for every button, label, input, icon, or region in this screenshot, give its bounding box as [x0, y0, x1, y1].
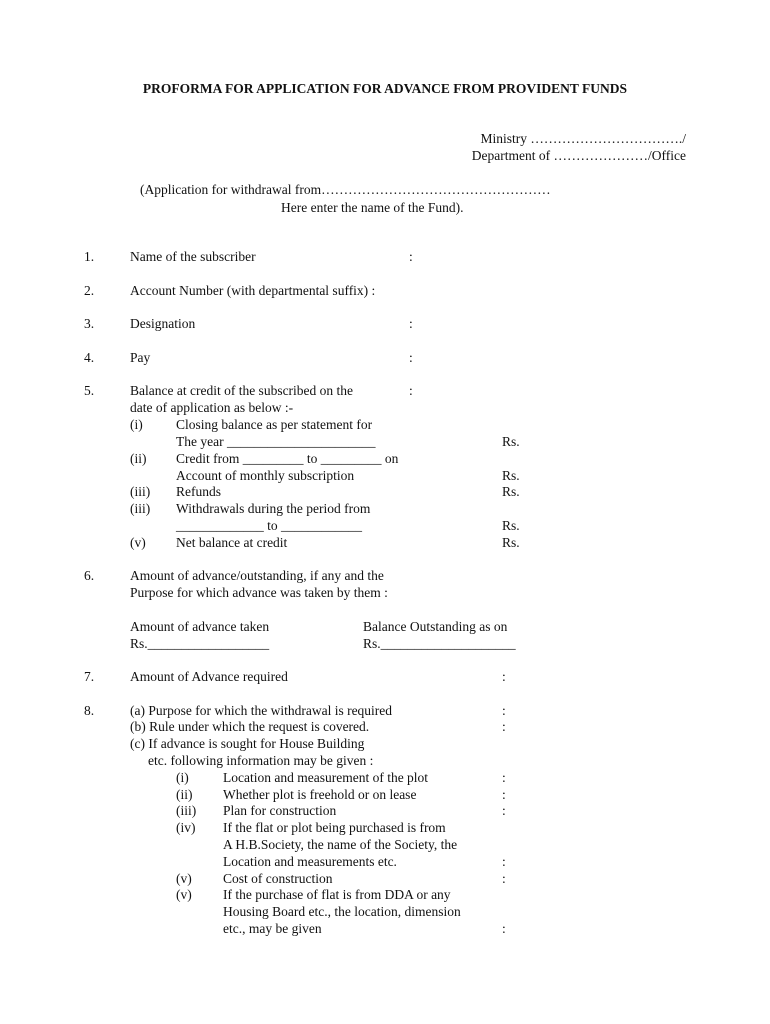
closing-balance-label: Closing balance as per statement for	[176, 417, 373, 432]
designation-label: Designation	[130, 316, 196, 331]
colon: :	[502, 871, 506, 886]
balance-label-line-1: Balance at credit of the subscribed on the	[130, 383, 354, 398]
advance-outstanding-line-2: Purpose for which advance was taken by them :	[130, 585, 388, 600]
advance-taken-label: Amount of advance taken	[130, 619, 270, 634]
sub-number: (v)	[176, 871, 192, 886]
item-number: 6.	[84, 568, 95, 583]
pay-label: Pay	[130, 350, 151, 365]
item-number: 7.	[84, 669, 95, 684]
item-number: 3.	[84, 316, 95, 331]
advance-taken-field: Rs.__________________	[130, 636, 270, 651]
sub-number: (v)	[130, 535, 146, 550]
construction-cost-label: Cost of construction	[223, 871, 333, 886]
advance-outstanding-line-1: Amount of advance/outstanding, if any and the	[130, 568, 384, 583]
purpose-label: (a) Purpose for which the withdrawal is required	[130, 703, 393, 718]
fund-line-1: (Application for withdrawal from……………………………………………	[140, 182, 551, 197]
freehold-lease-label: Whether plot is freehold or on lease	[223, 787, 417, 802]
colon: :	[502, 770, 506, 785]
colon: :	[502, 719, 506, 734]
colon: :	[502, 787, 506, 802]
colon: :	[502, 921, 506, 936]
item-number: 1.	[84, 249, 95, 264]
colon: :	[502, 803, 506, 818]
sub-number: (ii)	[176, 787, 193, 802]
colon: :	[409, 249, 413, 264]
sub-number: (iii)	[130, 501, 151, 516]
rs-label: Rs.	[502, 535, 520, 550]
item-number: 8.	[84, 703, 95, 718]
colon: :	[409, 383, 413, 398]
rs-label: Rs.	[502, 518, 520, 533]
dda-line-1: If the purchase of flat is from DDA or any	[223, 887, 451, 902]
item-number: 4.	[84, 350, 95, 365]
monthly-subscription-label: Account of monthly subscription	[176, 468, 355, 483]
colon: :	[409, 316, 413, 331]
plot-location-label: Location and measurement of the plot	[223, 770, 429, 785]
item-number: 2.	[84, 283, 95, 298]
society-line-3: Location and measurements etc.	[223, 854, 397, 869]
sub-number: (iii)	[130, 484, 151, 499]
rs-label: Rs.	[502, 484, 520, 499]
dda-line-3: etc., may be given	[223, 921, 322, 936]
closing-balance-year: The year ______________________	[176, 434, 376, 449]
balance-outstanding-label: Balance Outstanding as on	[363, 619, 508, 634]
advance-required-label: Amount of Advance required	[130, 669, 288, 684]
account-number-label: Account Number (with departmental suffix) :	[130, 283, 376, 298]
colon: :	[502, 703, 506, 718]
fund-line-2: Here enter the name of the Fund).	[281, 200, 464, 215]
withdrawals-label: Withdrawals during the period from	[176, 501, 371, 516]
house-building-line-1: (c) If advance is sought for House Building	[130, 736, 365, 751]
subscriber-name-label: Name of the subscriber	[130, 249, 256, 264]
sub-number: (iv)	[176, 820, 196, 835]
withdrawals-period: _____________ to ____________	[176, 518, 363, 533]
sub-number: (i)	[130, 417, 143, 432]
society-line-2: A H.B.Society, the name of the Society, the	[223, 837, 458, 852]
rule-label: (b) Rule under which the request is covered.	[130, 719, 370, 734]
house-building-line-2: etc. following information may be given :	[148, 753, 374, 768]
refunds-label: Refunds	[176, 484, 221, 499]
society-line-1: If the flat or plot being purchased is from	[223, 820, 446, 835]
construction-plan-label: Plan for construction	[223, 803, 337, 818]
rs-label: Rs.	[502, 468, 520, 483]
department-line: Department of …………………/Office	[471, 148, 686, 163]
dda-line-2: Housing Board etc., the location, dimension	[223, 904, 461, 919]
colon: :	[409, 350, 413, 365]
item-number: 5.	[84, 383, 95, 398]
balance-outstanding-field: Rs.____________________	[363, 636, 516, 651]
ministry-line: Ministry ……………………………./	[480, 131, 686, 146]
colon: :	[502, 854, 506, 869]
colon: :	[502, 669, 506, 684]
sub-number: (ii)	[130, 451, 147, 466]
rs-label: Rs.	[502, 434, 520, 449]
sub-number: (iii)	[176, 803, 197, 818]
document-title: PROFORMA FOR APPLICATION FOR ADVANCE FROM PROVIDENT FUNDS	[142, 81, 628, 96]
sub-number: (v)	[176, 887, 192, 902]
net-balance-label: Net balance at credit	[176, 535, 288, 550]
sub-number: (i)	[176, 770, 189, 785]
balance-label-line-2: date of application as below :-	[130, 400, 294, 415]
credit-from-label: Credit from _________ to _________ on	[176, 451, 399, 466]
